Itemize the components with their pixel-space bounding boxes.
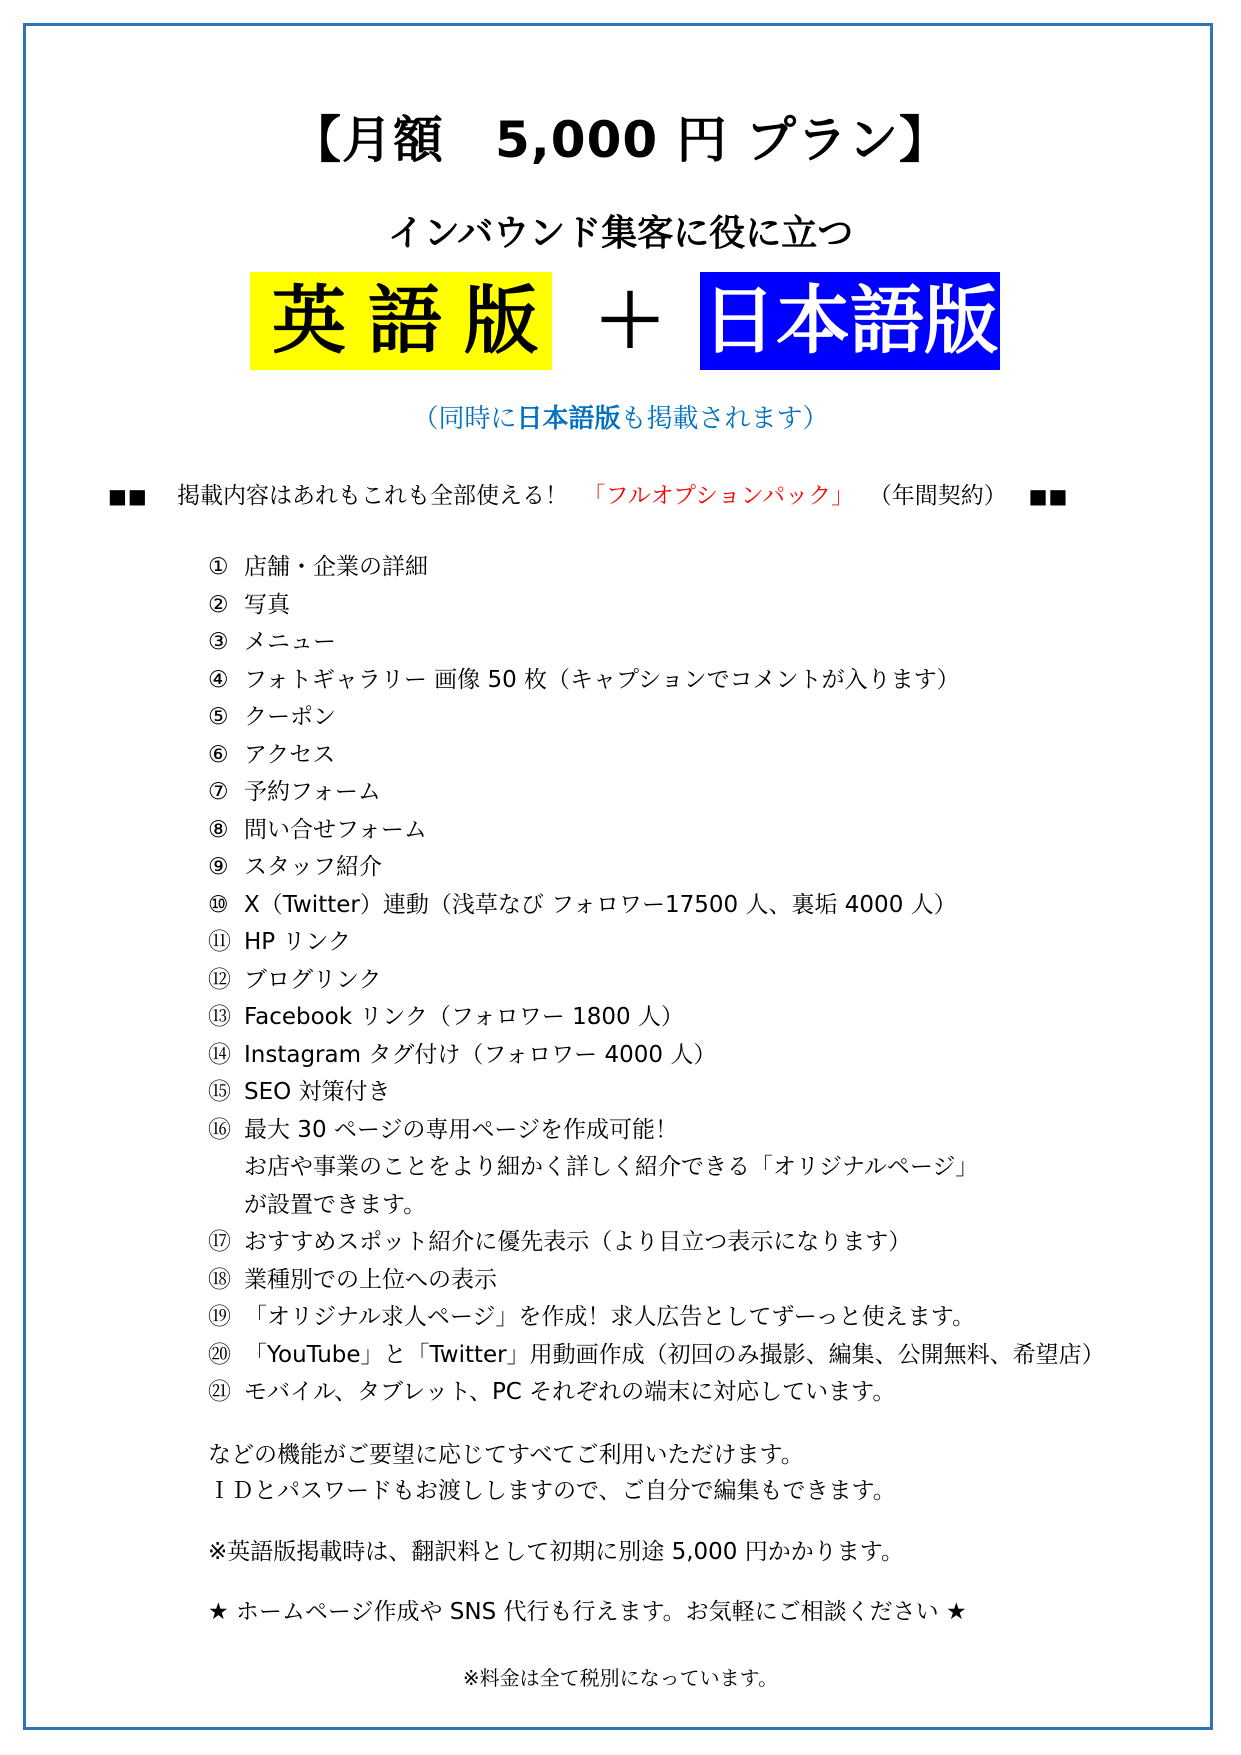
feature-text-continuation: お店や事業のことをより細かく詳しく紹介できる「オリジナルページ」 xyxy=(244,1154,979,1180)
feature-text: Instagram タグ付け（フォロワー 4000 人） xyxy=(244,1041,717,1068)
feature-number: ⑤ xyxy=(208,704,229,730)
feature-item xyxy=(208,1299,1105,1337)
feature-text: モバイル、タブレット、PC それぞれの端末に対応しています。 xyxy=(244,1379,896,1405)
feature-number: ⑬ xyxy=(208,1004,231,1030)
feature-item xyxy=(208,549,1105,587)
feature-text: スタッフ紹介 xyxy=(244,854,382,880)
closing-line-1: などの機能がご要望に応じてすべてご利用いただけます。 xyxy=(208,1442,804,1468)
feature-number: ⑪ xyxy=(208,929,231,955)
feature-item xyxy=(208,1112,1105,1225)
tax-note: ※料金は全て税別になっています。 xyxy=(462,1666,779,1690)
feature-text: アクセス xyxy=(244,741,336,768)
feature-text: クーポン xyxy=(244,704,336,730)
feature-text: メニュー xyxy=(244,629,336,655)
note-bold: 日本語版 xyxy=(516,404,621,434)
feature-item xyxy=(208,1037,1105,1075)
translation-note: ※英語版掲載時は、翻訳料として初期に別途 5,000 円かかります。 xyxy=(208,1539,904,1565)
feature-number: ① xyxy=(208,554,229,580)
feature-text: 予約フォーム xyxy=(244,779,381,805)
feature-item xyxy=(208,812,1105,850)
plus-sign: ＋ xyxy=(593,279,666,363)
feature-item xyxy=(208,849,1105,887)
feature-text: 「オリジナル求人ページ」を作成！求人広告としてずーっと使えます。 xyxy=(244,1304,975,1330)
feature-number: ⑧ xyxy=(208,816,229,843)
feature-text: X（Twitter）連動（浅草なび フォロワー17500 人、裏垢 4000 人） xyxy=(244,891,957,918)
feature-item xyxy=(208,1262,1105,1300)
feature-text: 業種別での上位への表示 xyxy=(244,1266,497,1293)
feature-text-continuation: が設置できます。 xyxy=(244,1191,427,1218)
feature-number: ⑮ xyxy=(208,1079,231,1105)
note-open: （同時に xyxy=(412,404,517,434)
feature-list xyxy=(208,549,1105,1412)
closing-line-2: ＩＤとパスワードもお渡ししますので、ご自分で編集もできます。 xyxy=(208,1478,896,1504)
simultaneous-note xyxy=(0,398,1241,435)
headline-text: 掲載内容はあれもこれも全部使える！ xyxy=(177,483,569,509)
feature-item xyxy=(208,624,1105,662)
english-version-highlight: 英語版 xyxy=(250,272,552,370)
feature-text: 「YouTube」と「Twitter」用動画作成（初回のみ撮影、編集、公開無料、希望店） xyxy=(244,1341,1105,1368)
feature-item xyxy=(208,1337,1105,1375)
feature-number: ② xyxy=(208,591,229,618)
feature-text: SEO 対策付き xyxy=(244,1079,391,1105)
feature-text: おすすめスポット紹介に優先表示（より目立つ表示になります） xyxy=(244,1229,912,1255)
feature-text: ブログリンク xyxy=(244,966,382,993)
feature-text: Facebook リンク（フォロワー 1800 人） xyxy=(244,1004,684,1030)
plan-subtitle: インバウンド集客に役に立つ xyxy=(387,213,854,254)
feature-text: フォトギャラリー 画像 50 枚（キャプションでコメントが入ります） xyxy=(244,666,960,693)
feature-item xyxy=(208,662,1105,700)
feature-text: 写真 xyxy=(244,591,290,618)
feature-text: 店舗・企業の詳細 xyxy=(244,554,428,580)
feature-number: ⑨ xyxy=(208,854,229,880)
feature-item xyxy=(208,737,1105,775)
plan-title: 【月額 5,000 円 プラン】 xyxy=(291,111,950,169)
feature-number: ㉑ xyxy=(208,1379,231,1405)
feature-number: ⑱ xyxy=(208,1266,231,1293)
closing-paragraph xyxy=(208,1437,896,1509)
annual-contract: （年間契約） xyxy=(868,483,1007,509)
feature-item xyxy=(208,887,1105,925)
feature-number: ⑯ xyxy=(208,1116,231,1143)
contents-headline xyxy=(108,477,1148,510)
feature-number: ⑫ xyxy=(208,966,231,993)
feature-item xyxy=(208,587,1105,625)
feature-item xyxy=(208,924,1105,962)
feature-item xyxy=(208,774,1105,812)
feature-item xyxy=(208,1074,1105,1112)
feature-number: ⑳ xyxy=(208,1341,231,1368)
feature-number: ⑭ xyxy=(208,1041,231,1068)
note-close: も掲載されます） xyxy=(620,404,829,434)
feature-number: ⑥ xyxy=(208,741,229,768)
feature-item xyxy=(208,999,1105,1037)
feature-text: 最大 30 ページの専用ページを作成可能！ xyxy=(244,1116,678,1143)
feature-number: ⑲ xyxy=(208,1304,231,1330)
feature-text: 問い合せフォーム xyxy=(244,816,427,843)
feature-number: ⑰ xyxy=(208,1229,231,1255)
japanese-version-highlight: 日本語版 xyxy=(700,272,1000,370)
feature-item xyxy=(208,1224,1105,1262)
feature-text: HP リンク xyxy=(244,929,352,955)
full-option-pack: 「フルオプションパック」 xyxy=(582,483,855,509)
feature-item xyxy=(208,699,1105,737)
feature-item xyxy=(208,1374,1105,1412)
service-note: ★ ホームページ作成や SNS 代行も行えます。お気軽にご相談ください ★ xyxy=(208,1599,967,1625)
headline-suffix: ■■ xyxy=(1028,484,1069,508)
feature-item xyxy=(208,962,1105,1000)
feature-number: ⑩ xyxy=(208,891,229,918)
feature-number: ④ xyxy=(208,666,229,693)
feature-number: ⑦ xyxy=(208,779,229,805)
feature-number: ③ xyxy=(208,629,229,655)
headline-prefix: ■■ xyxy=(108,484,148,508)
